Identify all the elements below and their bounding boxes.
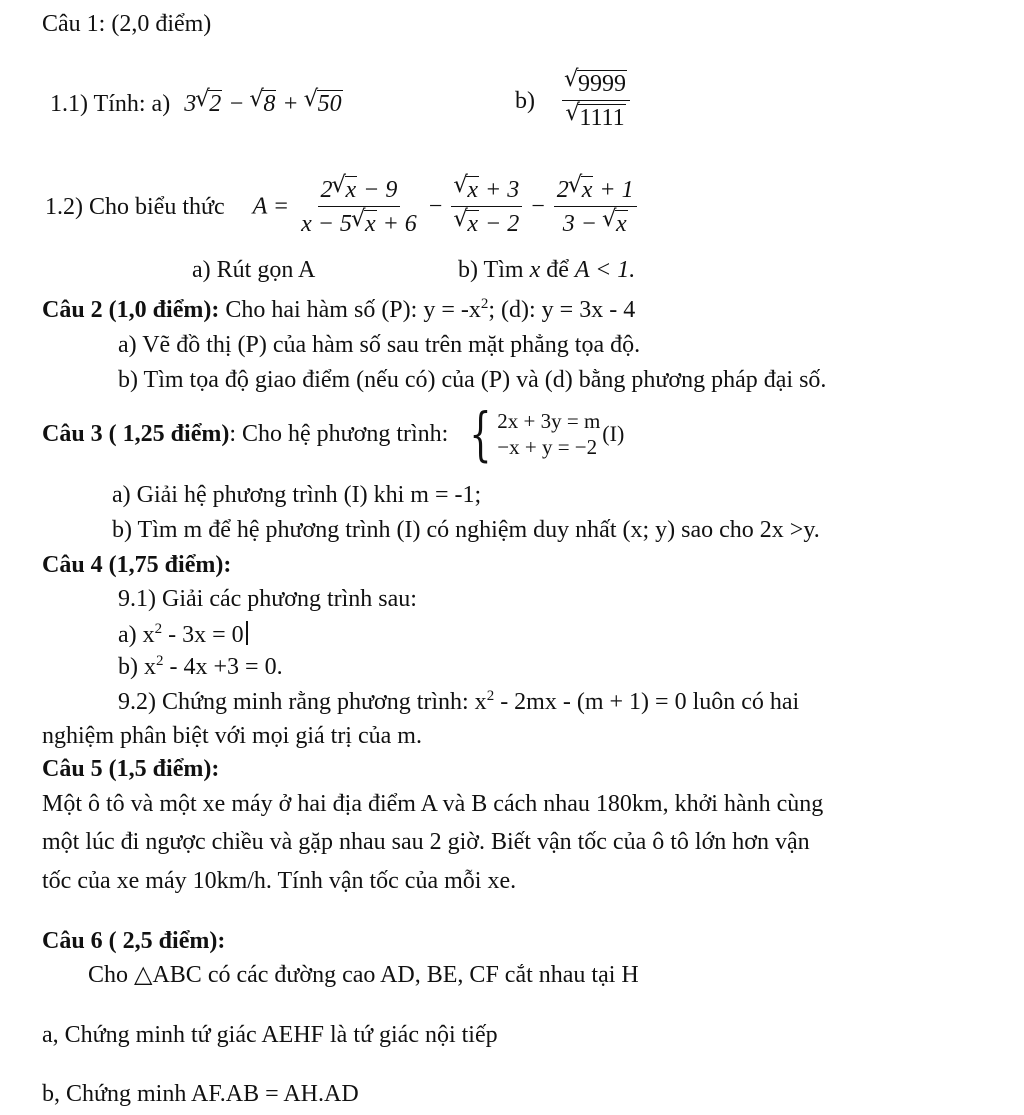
- q2-part-a: a) Vẽ đồ thị (P) của hàm số sau trên mặt phẳng tọa độ.: [118, 332, 641, 358]
- equation-2: −x + y = −2: [497, 435, 598, 459]
- question-5-title: Câu 5 (1,5 điểm):: [42, 756, 220, 782]
- q1-2-part-b: b) Tìm x để A < 1.: [458, 257, 636, 283]
- sqrt-8: √ 8: [250, 90, 276, 116]
- q1-1-expression-a: [50, 90, 343, 116]
- minus-1: −: [428, 193, 443, 220]
- q4-part-a: a) $x^2 - 3x = 0$: [118, 621, 248, 647]
- fraction-1: $\frac{2√ x - 9}{x - 5√ x + 6}$: [298, 176, 420, 237]
- q1-2-label: 1.2) Cho biểu thức: [45, 193, 225, 220]
- question-3-title: Câu 3 ( 1,25 điểm): [42, 421, 230, 447]
- coef: 3: [184, 91, 197, 117]
- numerator: 9999: [578, 71, 626, 97]
- text-cursor: [246, 621, 248, 645]
- q4-9-1: 9.1) Giải các phương trình sau:: [118, 586, 417, 612]
- fraction-b: [562, 70, 630, 131]
- q4-part-b: b) $x^2 - 4x +3 = 0$.: [118, 653, 283, 680]
- fraction-3: $\frac{2√ x + 1}{3 - √ x}$: [554, 176, 637, 237]
- sqrt-2: √ 2: [196, 90, 222, 116]
- q5-line-2: một lúc đi ngược chiều và gặp nhau sau 2 giờ. Biết vận tốc của ô tô lớn hơn vận: [42, 829, 810, 855]
- q1-1-label: 1.1) Tính: a): [50, 91, 171, 117]
- q4-9-2: 9.2) Chứng minh rằng phương trình: $x^2 - 2mx - (m + 1) = 0$ luôn có hai: [118, 688, 800, 715]
- q3-part-a: a) Giải hệ phương trình (I) khi m = -1;: [112, 482, 482, 508]
- sqrt-50: √ 50: [305, 90, 343, 116]
- brace-symbol: {: [469, 400, 492, 468]
- q1-2-expression: [45, 176, 640, 237]
- question-2-title: Câu 2 (1,0 điểm):: [42, 297, 220, 323]
- fraction-2: √ x + 3 √ x − 2: [451, 176, 522, 237]
- op-plus: +: [276, 91, 305, 117]
- minus-2: −: [531, 193, 545, 220]
- q1-1-a-math: [184, 91, 342, 117]
- denominator: 1111: [579, 105, 625, 132]
- q6-part-a: a, Chứng minh tứ giác AEHF là tứ giác nội tiếp: [42, 1022, 498, 1048]
- q1-1-b-label: b): [515, 87, 535, 114]
- q2-part-b: b) Tìm tọa độ giao điểm (nếu có) của (P) và (d) bằng phương pháp đại số.: [118, 367, 827, 393]
- question-2: Câu 2 (1,0 điểm): Cho hai hàm số (P): $y = -x^2$; (d): y = 3x - 4: [42, 296, 636, 323]
- q6-intro: Cho △ABC có các đường cao AD, BE, CF cắt nhau tại H: [88, 962, 639, 988]
- q5-line-1: Một ô tô và một xe máy ở hai địa điểm A và B cách nhau 180km, khởi hành cùng: [42, 791, 824, 817]
- op-minus: −: [222, 91, 251, 117]
- equation-1: 2x + 3y = m: [497, 408, 601, 433]
- q1-2-lhs: A =: [252, 193, 290, 220]
- q3-part-b: b) Tìm m để hệ phương trình (I) có nghiệm duy nhất (x; y) sao cho 2x >y.: [112, 517, 820, 543]
- question-6-title: Câu 6 ( 2,5 điểm):: [42, 928, 226, 954]
- q4-9-2-continued: nghiệm phân biệt với mọi giá trị của m.: [42, 723, 422, 749]
- q1-2-part-a: a) Rút gọn A: [192, 257, 316, 283]
- q5-line-3: tốc của xe máy 10km/h. Tính vận tốc của mỗi xe.: [42, 868, 517, 894]
- question-1-title: Câu 1: (2,0 điểm): [42, 11, 212, 37]
- q1-1-expression-b: [515, 70, 633, 131]
- question-3: Câu 3 ( 1,25 điểm): Cho hệ phương trình: { 2x + 3y = m −x + y = −2 (I): [42, 400, 625, 468]
- equation-system: [462, 400, 625, 468]
- system-tag: (I): [602, 421, 625, 446]
- q6-part-b: b, Chứng minh AF.AB = AH.AD: [42, 1081, 359, 1107]
- question-4-title: Câu 4 (1,75 điểm):: [42, 552, 232, 578]
